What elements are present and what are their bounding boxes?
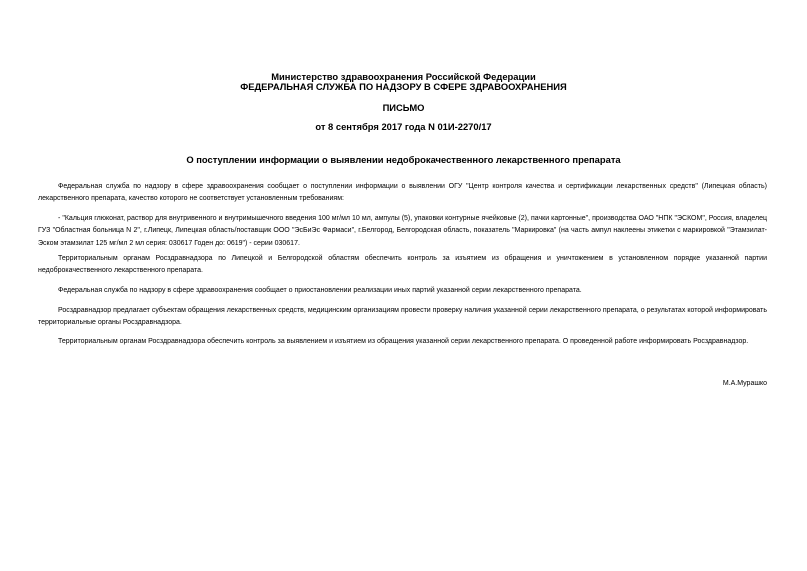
paragraph: Росздравнадзор предлагает субъектам обращения лекарственных средств, медицинским организациям провести проверку наличия указанной серии лекарственного препарата, о результатах которой информировать территориальные органы Росздравнадзора. <box>38 307 767 327</box>
agency-heading: ФЕДЕРАЛЬНАЯ СЛУЖБА ПО НАДЗОРУ В СФЕРЕ ЗДРАВООХРАНЕНИЯ <box>240 81 567 92</box>
paragraph: Федеральная служба по надзору в сфере здравоохранения сообщает о поступлении информации о выявлении ОГУ "Центр контроля качества и сертификации лекарственных средств" (Липецкая область) лекарственного препарата, качество которого не соответствует установленным требованиям: <box>38 183 767 203</box>
paragraph: Территориальным органам Росздравнадзора по Липецкой и Белгородской областям обеспечить контроль за изъятием из обращения и уничтожением в установленном порядке указанной партии недоброкачественного лекарственного препарата. <box>38 255 767 275</box>
paragraph: - "Кальция глюконат, раствор для внутривенного и внутримышечного введения 100 мг/мл 10 мл, ампулы (5), упаковки контурные ячейковые (2), пачки картонные", производства ОАО "НПК "ЭСКОМ", Россия, владелец ГУЗ "Областная больница N 2", г.Липецк, Липецкая область/поставщик ООО "ЭсБиЭс Фармаси", г.Белгород, Белгородская область, показатель "Маркировка" (на часть ампул наклеены этикетки с маркировкой "Этамзилат-Эском этамзилат 125 мг/мл 2 мл серия: 030617 Годен до: 0619") - серии 030617. <box>38 215 767 247</box>
subject-heading: О поступлении информации о выявлении недоброкачественного лекарственного препарата <box>186 154 621 165</box>
paragraph: Территориальным органам Росздравнадзора обеспечить контроль за выявлением и изъятием из обращения указанной серии лекарственного препарата. О проведенной работе информировать Росздравнадзор. <box>58 338 749 345</box>
ministry-heading: Министерство здравоохранения Российской Федерации <box>271 71 536 82</box>
paragraph: Федеральная служба по надзору в сфере здравоохранения сообщает о приостановлении реализации иных партий указанной серии лекарственного препарата. <box>58 287 582 294</box>
signature: М.А.Мурашко <box>722 380 767 387</box>
date-number-heading: от 8 сентября 2017 года N 01И-2270/17 <box>315 121 492 132</box>
document-type-heading: ПИСЬМО <box>382 102 425 113</box>
